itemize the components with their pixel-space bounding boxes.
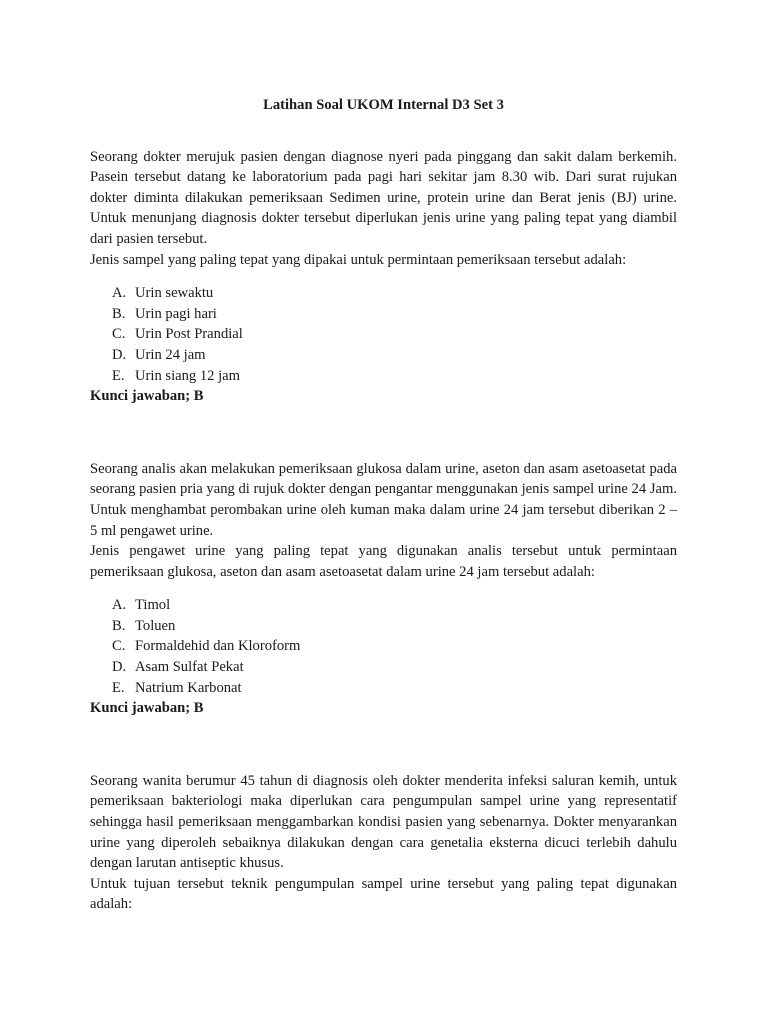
option-text: Timol: [135, 597, 171, 614]
option-text: Urin pagi hari: [135, 305, 217, 322]
option-text: Urin Post Prandial: [135, 326, 243, 343]
option-letter: E.: [112, 367, 125, 384]
option-letter: A.: [112, 285, 127, 302]
question-prompt: Untuk tujuan tersebut teknik pengumpulan sampel urine tersebut yang paling tepat digunakan adalah:: [90, 875, 677, 913]
question-prompt: Jenis pengawet urine yang paling tepat yang digunakan analis tersebut untuk permintaan pemeriksaan glukosa, aseton dan asam asetoasetat dalam urine 24 jam tersebut adalah:: [90, 543, 677, 580]
option-letter: D.: [112, 346, 127, 363]
question-stem: [90, 459, 677, 583]
option-letter: C.: [112, 326, 126, 343]
option-e: [90, 366, 677, 387]
answer-options: [90, 283, 677, 386]
question-paragraph: Seorang analis akan melakukan pemeriksaan glukosa dalam urine, aseton dan asam asetoasetat pada seorang pasien pria yang di rujuk dokter dengan pengantar menggunakan jenis sampel urine 24 Jam. Untuk menghambat perombakan urine oleh kuman maka dalam urine 24 jam tersebut diberikan 2 – 5 ml pengawet urine.: [90, 460, 677, 539]
question-paragraph: Seorang wanita berumur 45 tahun di diagnosis oleh dokter menderita infeksi saluran kemih, untuk pemeriksaan bakteriologi maka diperlukan cara pengumpulan sampel urine yang representatif sehingga hasil pemeriksaan menggambarkan kondisi pasien yang sebenarnya. Dokter menyarankan urine yang diperoleh sebaiknya dilakukan dengan cara genetalia eksterna dicuci terlebih dahulu dengan larutan antiseptic khusus.: [90, 772, 677, 872]
document-page: [90, 95, 677, 915]
option-e: [90, 678, 677, 699]
question-2: [90, 459, 677, 719]
document-title: Latihan Soal UKOM Internal D3 Set 3: [263, 97, 504, 113]
question-stem: [90, 771, 677, 915]
option-d: [90, 345, 677, 366]
option-letter: B.: [112, 617, 126, 634]
option-text: Formaldehid dan Kloroform: [135, 638, 301, 655]
option-text: Toluen: [135, 617, 176, 634]
option-a: [90, 283, 677, 304]
option-letter: E.: [112, 679, 125, 696]
option-text: Urin 24 jam: [135, 346, 206, 363]
question-prompt: Jenis sampel yang paling tepat yang dipakai untuk permintaan pemeriksaan tersebut adalah:: [90, 251, 627, 268]
question-stem: [90, 147, 677, 271]
spacer: [90, 719, 677, 771]
option-a: [90, 595, 677, 616]
option-b: [90, 304, 677, 325]
option-c: [90, 636, 677, 657]
question-paragraph: Seorang dokter merujuk pasien dengan diagnose nyeri pada pinggang dan sakit dalam berkemih. Pasein tersebut datang ke laboratorium pada pagi hari sekitar jam 8.30 wib. Dari surat rujukan dokter diminta dilakukan pemeriksaan Sedimen urine, protein urine dan Berat jenis (BJ) urine. Untuk menunjang diagnosis dokter tersebut diperlukan jenis urine yang paling tepat yang diambil dari pasien tersebut.: [90, 148, 677, 247]
option-letter: C.: [112, 638, 126, 655]
option-letter: A.: [112, 597, 127, 614]
question-3: [90, 771, 677, 915]
option-text: Asam Sulfat Pekat: [135, 659, 244, 676]
option-text: Urin siang 12 jam: [135, 367, 240, 384]
option-c: [90, 324, 677, 345]
answer-key: Kunci jawaban; B: [90, 700, 204, 717]
question-1: [90, 147, 677, 407]
option-d: [90, 657, 677, 678]
option-text: Natrium Karbonat: [135, 679, 242, 696]
option-text: Urin sewaktu: [135, 285, 214, 302]
option-b: [90, 616, 677, 637]
spacer: [90, 407, 677, 459]
answer-options: [90, 595, 677, 698]
answer-key: Kunci jawaban; B: [90, 388, 204, 405]
option-letter: D.: [112, 659, 127, 676]
option-letter: B.: [112, 305, 126, 322]
